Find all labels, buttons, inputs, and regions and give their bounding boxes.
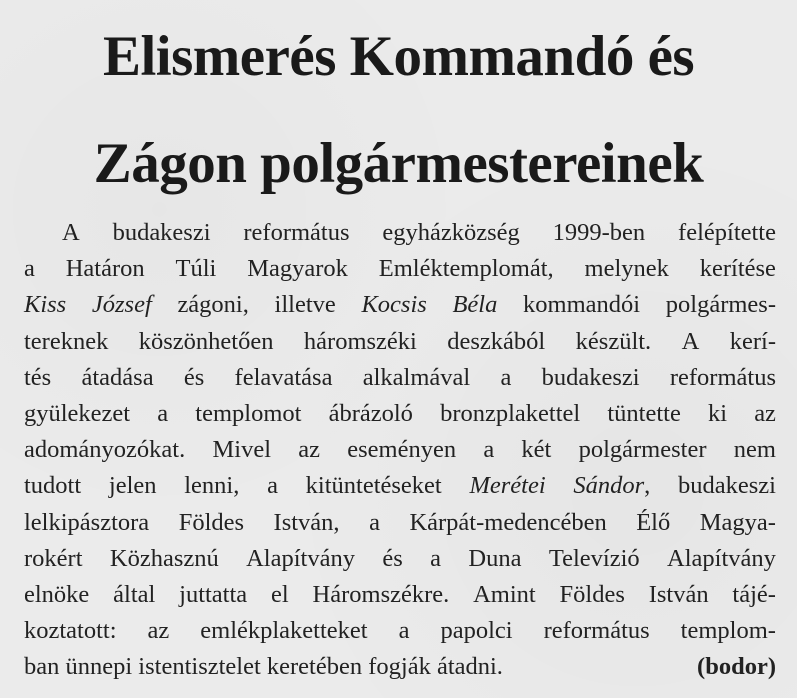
headline-line-1: Elismerés Kommandó és	[102, 25, 695, 88]
word: István,	[273, 508, 340, 536]
word: budakeszi	[112, 219, 211, 246]
word: lelkipásztora	[24, 508, 150, 536]
word: a	[483, 436, 495, 464]
word: a	[157, 399, 169, 427]
word: a	[369, 508, 380, 536]
word: polgármes-	[665, 291, 776, 319]
word: Alapítvány	[246, 544, 355, 572]
word: az	[754, 399, 776, 427]
word: egyházközség	[382, 219, 520, 246]
word: háromszéki	[303, 327, 417, 355]
article-line	[24, 468, 776, 504]
word: Duna	[468, 544, 522, 572]
word: által	[113, 580, 156, 608]
word: ki	[707, 399, 728, 427]
word: bronzplakettel	[440, 399, 581, 427]
word: koztatott:	[24, 617, 117, 645]
article-line	[24, 649, 776, 685]
word: papolci	[440, 617, 513, 645]
word: juttatta	[179, 580, 248, 608]
word: nem	[733, 436, 776, 464]
word: templom-	[680, 617, 776, 645]
word: jelen	[108, 472, 157, 500]
word: felépítette	[678, 219, 776, 246]
word: Határon	[65, 255, 145, 283]
word: a	[398, 617, 410, 645]
word: a	[24, 255, 35, 283]
word: és	[382, 544, 403, 572]
word: tés	[24, 363, 52, 391]
word: alkalmával	[362, 363, 471, 391]
word: Amint	[473, 580, 536, 608]
word: Földes	[178, 508, 245, 536]
article-line	[24, 324, 776, 360]
word: eseményen	[347, 436, 457, 464]
word: és	[183, 363, 205, 391]
word: el	[271, 580, 289, 608]
word: református	[243, 219, 350, 246]
word: református	[543, 617, 650, 645]
word: budakeszi	[678, 472, 776, 500]
article-line	[24, 541, 776, 577]
word: Televízió	[548, 544, 640, 572]
word: a	[430, 544, 442, 572]
word: Földes	[559, 580, 625, 608]
word: az	[298, 436, 320, 464]
word: készült.	[575, 327, 652, 355]
article-line	[24, 251, 776, 287]
word: lenni,	[184, 472, 240, 500]
word: rokért	[24, 544, 83, 572]
word: Kárpát-medencében	[409, 508, 607, 536]
article-line	[24, 396, 776, 432]
article-line	[24, 215, 776, 251]
word: zágoni,	[177, 291, 249, 319]
word: Kocsis	[361, 291, 427, 319]
article-line-text: ban ünnepi istentisztelet keretében fogják átadni.	[24, 653, 503, 681]
word: az	[147, 617, 170, 645]
word: 1999-ben	[552, 219, 646, 246]
word: budakeszi	[541, 363, 640, 391]
word: ábrázoló	[328, 399, 413, 427]
word: tereknek	[24, 327, 109, 355]
word: emlékplaketteket	[200, 617, 368, 645]
word: melynek	[584, 255, 669, 283]
word: tudott	[24, 472, 82, 500]
word: átadása	[81, 363, 154, 391]
article-line	[24, 287, 776, 323]
word: Emléktemplomát,	[378, 255, 554, 283]
word: polgármester	[578, 436, 707, 464]
word: József	[91, 291, 152, 319]
word: Magyarok	[247, 255, 348, 283]
word: adományozókat.	[24, 436, 186, 464]
word: Háromszékre.	[312, 580, 450, 608]
word: A	[62, 219, 80, 246]
word: elnöke	[24, 580, 90, 608]
word: A	[681, 327, 700, 355]
word: István	[648, 580, 709, 608]
word: kommandói	[523, 291, 641, 319]
word: felavatása	[234, 363, 333, 391]
article-body	[24, 215, 776, 685]
word: Mivel	[212, 436, 272, 464]
word: Élő	[636, 508, 671, 536]
word: illetve	[274, 291, 336, 319]
headline-line-2: Zágon polgármestereinek	[93, 132, 704, 195]
word: Alapítvány	[667, 544, 776, 572]
word: kerí-	[729, 327, 776, 355]
word: a	[500, 363, 512, 391]
word: Sándor,	[573, 472, 651, 500]
word: két	[521, 436, 552, 464]
word: Béla	[452, 291, 498, 319]
word: templomot	[195, 399, 302, 427]
article-line	[24, 505, 776, 541]
word: a	[267, 472, 278, 500]
article-line	[24, 360, 776, 396]
article-line	[24, 432, 776, 468]
word: deszkából	[447, 327, 546, 355]
word: kitüntetéseket	[305, 472, 442, 500]
word: Közhasznú	[109, 544, 219, 572]
word: tüntette	[607, 399, 681, 427]
word: köszönhetően	[138, 327, 274, 355]
word: tájé-	[732, 580, 776, 608]
word: Kiss	[24, 291, 67, 319]
word: Túli	[175, 255, 217, 283]
word: kerítése	[699, 255, 776, 283]
word: gyülekezet	[24, 399, 131, 427]
author-signature: (bodor)	[697, 653, 776, 681]
word: Merétei	[469, 472, 546, 500]
article-line	[24, 613, 776, 649]
word: református	[669, 363, 776, 391]
article-line	[24, 577, 776, 613]
word: Magya-	[699, 508, 776, 536]
